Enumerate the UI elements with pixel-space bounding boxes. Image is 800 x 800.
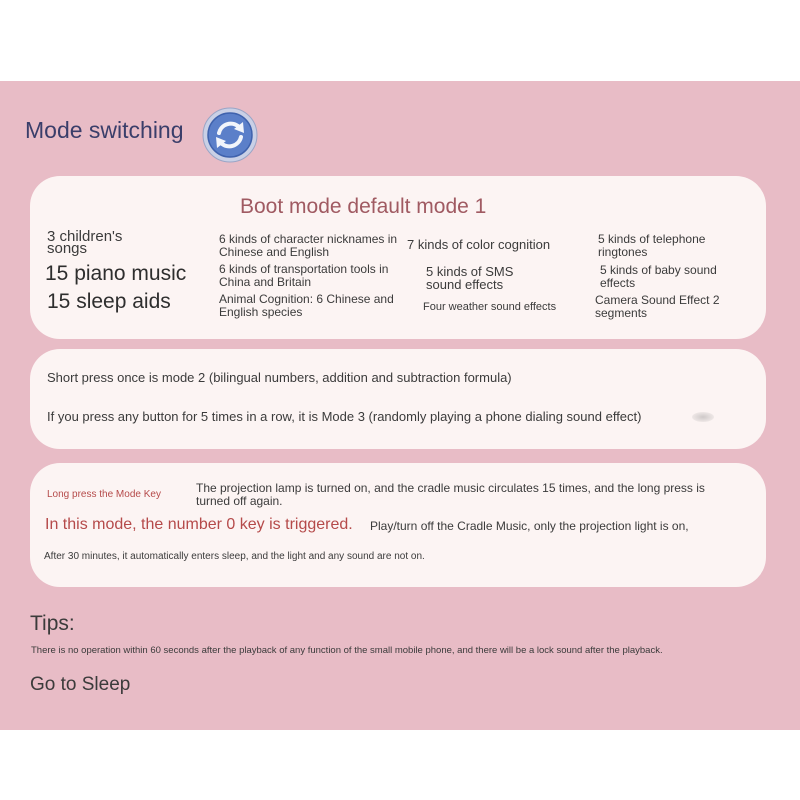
sleep-aids-label: 15 sleep aids (47, 290, 171, 313)
page-title: Mode switching (25, 117, 184, 143)
mode3-text: If you press any button for 5 times in a row, it is Mode 3 (randomly playing a phone dialing sound effect) (47, 409, 642, 424)
cradle-music-text: Play/turn off the Cradle Music, only the projection light is on, (370, 519, 689, 533)
mode2-text: Short press once is mode 2 (bilingual numbers, addition and subtraction formula) (47, 370, 512, 385)
piano-music-label: 15 piano music (45, 262, 187, 285)
transport-label: 6 kinds of transportation tools in China and Britain (219, 262, 389, 289)
smudge-mark (692, 412, 714, 422)
weather-label: Four weather sound effects (423, 301, 557, 313)
long-press-label: Long press the Mode Key (47, 489, 161, 500)
animal-cognition-label: Animal Cognition: 6 Chinese and English species (219, 292, 394, 319)
sync-icon (202, 107, 258, 163)
ringtones-label: 5 kinds of telephone ringtones (598, 232, 706, 259)
card-mode2-mode3 (30, 349, 766, 449)
go-to-sleep-label: Go to Sleep (30, 674, 131, 695)
baby-sound-label: 5 kinds of baby sound effects (600, 263, 717, 290)
boot-mode-title: Boot mode default mode 1 (240, 195, 487, 218)
mode-trigger-text: In this mode, the number 0 key is triggered. (45, 516, 353, 533)
tips-heading: Tips: (30, 612, 75, 635)
camera-sound-label: Camera Sound Effect 2 segments (595, 293, 720, 320)
color-cognition-label: 7 kinds of color cognition (407, 237, 551, 252)
projection-text: The projection lamp is turned on, and the cradle music circulates 15 times, and the long press is turned off again. (196, 481, 705, 508)
songs-label: 3 children's songs (47, 228, 123, 257)
nicknames-label: 6 kinds of character nicknames in Chinese and English (219, 232, 398, 259)
after-30-min-text: After 30 minutes, it automatically enters sleep, and the light and any sound are not on. (44, 551, 425, 562)
tips-body: There is no operation within 60 seconds after the playback of any function of the small mobile phone, and there will be a lock sound after the playback. (31, 645, 663, 656)
sms-label: 5 kinds of SMS sound effects (426, 264, 514, 292)
